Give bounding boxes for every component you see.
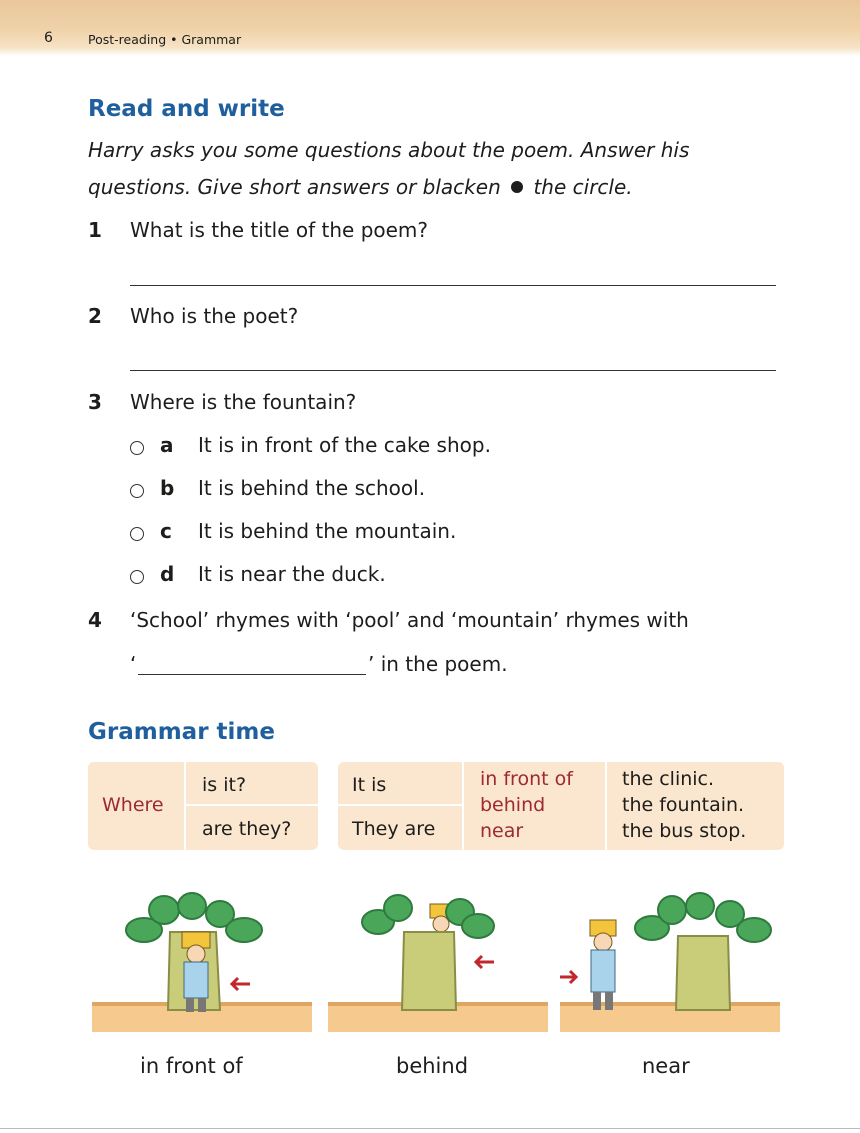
open-quote: ‘ (130, 652, 137, 676)
caption-near: near (642, 1054, 690, 1078)
instruction-text: Harry asks you some questions about the poem. Answer his questions. Give short answers or blacken (88, 138, 690, 199)
divider (462, 762, 464, 850)
option-letter: c (160, 519, 172, 543)
arrow-left-icon (232, 978, 250, 990)
question-text: ‘School’ rhymes with ‘pool’ and ‘mountain’ rhymes with (130, 608, 689, 632)
caption-in-front-of: in front of (140, 1054, 243, 1078)
question-number: 2 (88, 304, 102, 328)
arrow-left-icon (476, 956, 494, 968)
question-text-end: ’ in the poem. (368, 652, 508, 676)
page-number: 6 (44, 30, 53, 46)
option-letter: a (160, 433, 174, 457)
grammar-table-answer (338, 762, 784, 850)
section-label: Post-reading • Grammar (88, 32, 242, 47)
instructions (88, 132, 788, 206)
question-text: Where is the fountain? (130, 390, 357, 414)
preposition-near: near (480, 820, 524, 842)
answer-circle[interactable] (130, 570, 144, 584)
read-write-heading: Read and write (88, 96, 285, 122)
filled-circle-icon (511, 181, 523, 193)
preposition-behind: behind (480, 794, 546, 816)
answer-blank-4[interactable] (138, 674, 366, 675)
answer-circle[interactable] (130, 484, 144, 498)
question-number: 4 (88, 608, 102, 632)
option-text: It is behind the school. (198, 476, 426, 500)
answer-circle[interactable] (130, 527, 144, 541)
question-number: 1 (88, 218, 102, 242)
option-text: It is in front of the cake shop. (198, 433, 491, 457)
option-text: It is behind the mountain. (198, 519, 457, 543)
option-text: It is near the duck. (198, 562, 386, 586)
grammar-heading: Grammar time (88, 719, 275, 745)
it-is: It is (352, 774, 387, 796)
question-number: 3 (88, 390, 102, 414)
soldier-figure (590, 920, 616, 1010)
are-they: are they? (202, 818, 292, 840)
page-bottom-rule (0, 1128, 860, 1129)
place-clinic: the clinic. (622, 768, 715, 790)
where-word: Where (102, 794, 164, 816)
question-text: Who is the poet? (130, 304, 299, 328)
they-are: They are (352, 818, 436, 840)
divider (184, 804, 318, 806)
grammar-table-question (88, 762, 318, 850)
divider (605, 762, 607, 850)
arrow-right-icon (560, 971, 576, 983)
tree-leaves (635, 893, 771, 942)
question-text: What is the title of the poem? (130, 218, 429, 242)
tree-trunk (676, 936, 730, 1010)
illustration-in-front-of (92, 892, 312, 1032)
divider (338, 804, 462, 806)
option-letter: d (160, 562, 175, 586)
preposition-in-front-of: in front of (480, 768, 573, 790)
divider (184, 762, 186, 850)
option-letter: b (160, 476, 175, 500)
place-bus-stop: the bus stop. (622, 820, 747, 842)
answer-circle[interactable] (130, 441, 144, 455)
is-it: is it? (202, 774, 247, 796)
place-fountain: the fountain. (622, 794, 745, 816)
instruction-text-end: the circle. (533, 175, 633, 199)
page-header (0, 0, 860, 56)
illustration-near (560, 892, 780, 1032)
answer-line-1[interactable] (130, 285, 776, 286)
illustration-behind (328, 892, 548, 1032)
answer-line-2[interactable] (130, 370, 776, 371)
tree-trunk (402, 932, 456, 1010)
caption-behind: behind (396, 1054, 469, 1078)
